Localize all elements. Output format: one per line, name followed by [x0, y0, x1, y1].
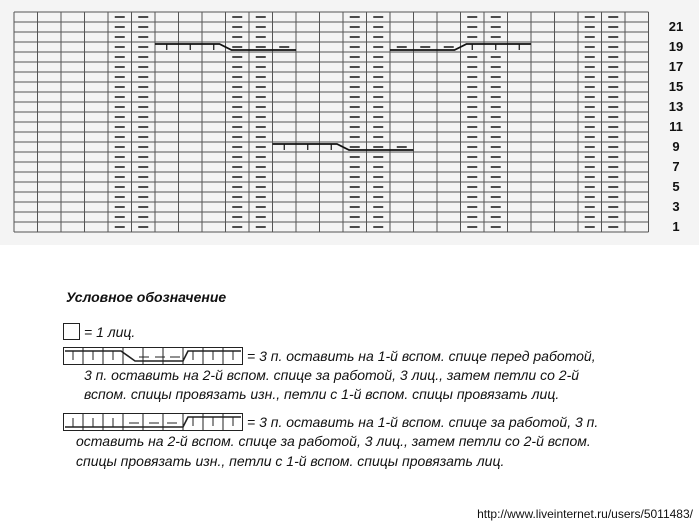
cable-front-line1: = 3 п. оставить на 1-й вспом. спице перед работой, [247, 348, 596, 364]
row-label: 9 [672, 139, 680, 154]
cable-back-line3: спицы провязать изн., петли с 1-й вспом. спицы провязать лиц. [76, 453, 505, 469]
row-label: 11 [669, 119, 683, 134]
knit-symbol-icon [63, 323, 80, 340]
cable-front-symbol-icon [63, 347, 243, 365]
cable-back-symbol-icon [63, 413, 243, 431]
row-label: 21 [668, 19, 684, 34]
chart-grid [0, 0, 699, 245]
legend-cable-front [63, 347, 596, 366]
row-label: 1 [672, 219, 680, 234]
legend-knit [63, 323, 135, 342]
row-label: 17 [668, 59, 684, 74]
row-label: 19 [668, 39, 684, 54]
row-label: 7 [672, 159, 680, 174]
knitting-chart [0, 0, 699, 245]
cable-back-line1: = 3 п. оставить на 1-й вспом. спице за работой, 3 п. [247, 414, 599, 430]
legend-cable-back [63, 413, 598, 432]
legend-title: Условное обозначение [66, 289, 227, 305]
row-label: 13 [668, 99, 684, 114]
row-label: 3 [672, 199, 680, 214]
row-label: 5 [672, 179, 680, 194]
footer-url[interactable]: http://www.liveinternet.ru/users/5011483/ [477, 507, 693, 521]
cable-front-line3: вспом. спицы провязать изн., петли с 1-й вспом. спицы провязать лиц. [84, 386, 560, 402]
legend-knit-text: = 1 лиц. [84, 324, 136, 340]
row-label: 15 [668, 79, 684, 94]
cable-back-line2: оставить на 2-й вспом. спице за работой, 3 лиц., затем петли со 2-й вспом. [76, 433, 591, 449]
cable-front-line2: 3 п. оставить на 2-й вспом. спице за работой, 3 лиц., затем петли со 2-й [84, 367, 580, 383]
